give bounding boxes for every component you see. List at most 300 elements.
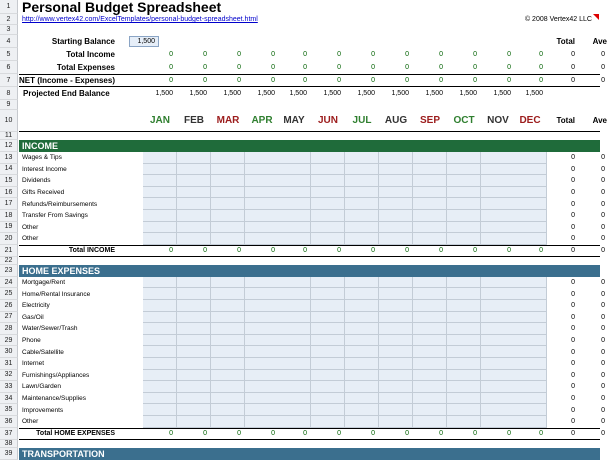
input-cell[interactable] (211, 233, 245, 245)
row-header[interactable]: 27 (0, 312, 18, 324)
input-cell[interactable] (513, 222, 547, 234)
input-cell[interactable] (211, 288, 245, 300)
input-cell[interactable] (447, 370, 481, 382)
input-cell[interactable] (447, 277, 481, 289)
input-cell[interactable] (379, 358, 413, 370)
input-cell[interactable] (413, 323, 447, 335)
input-cell[interactable] (311, 164, 345, 176)
row-header[interactable]: 38 (0, 440, 18, 448)
input-cell[interactable] (513, 393, 547, 405)
input-cell[interactable] (143, 288, 177, 300)
input-cell[interactable] (211, 175, 245, 187)
input-cell[interactable] (143, 210, 177, 222)
input-cell[interactable] (177, 393, 211, 405)
input-cell[interactable] (447, 323, 481, 335)
input-cell[interactable] (413, 164, 447, 176)
row-header[interactable]: 30 (0, 346, 18, 358)
input-cell[interactable] (379, 312, 413, 324)
input-cell[interactable] (277, 323, 311, 335)
input-cell[interactable] (379, 164, 413, 176)
input-cell[interactable] (413, 300, 447, 312)
input-cell[interactable] (345, 222, 379, 234)
input-cell[interactable] (379, 370, 413, 382)
section-total-cell: 0 (203, 430, 207, 438)
input-cell[interactable] (211, 198, 245, 210)
row-header[interactable]: 29 (0, 335, 18, 347)
input-cell[interactable] (277, 381, 311, 393)
input-cell[interactable] (177, 164, 211, 176)
section-total-cell: 0 (539, 247, 543, 255)
input-cell[interactable] (481, 288, 515, 300)
input-cell[interactable] (481, 222, 515, 234)
input-cell[interactable] (245, 370, 279, 382)
input-cell[interactable] (143, 312, 177, 324)
line-item-label: Internet (22, 360, 45, 368)
input-cell[interactable] (143, 277, 177, 289)
input-cell[interactable] (277, 358, 311, 370)
input-cell[interactable] (513, 312, 547, 324)
input-cell[interactable] (413, 187, 447, 199)
row-header[interactable]: 19 (0, 222, 18, 234)
input-cell[interactable] (513, 358, 547, 370)
input-cell[interactable] (447, 358, 481, 370)
input-cell[interactable] (481, 277, 515, 289)
input-cell[interactable] (379, 381, 413, 393)
input-cell[interactable] (177, 335, 211, 347)
input-cell[interactable] (177, 358, 211, 370)
input-cell[interactable] (413, 416, 447, 428)
row-header[interactable]: 20 (0, 233, 18, 245)
input-cell[interactable] (177, 370, 211, 382)
input-cell[interactable] (143, 198, 177, 210)
input-cell[interactable] (245, 323, 279, 335)
input-cell[interactable] (277, 312, 311, 324)
input-cell[interactable] (277, 393, 311, 405)
input-cell[interactable] (413, 404, 447, 416)
input-cell[interactable] (413, 198, 447, 210)
input-cell[interactable] (245, 288, 279, 300)
input-cell[interactable] (513, 323, 547, 335)
input-cell[interactable] (481, 323, 515, 335)
input-cell[interactable] (177, 198, 211, 210)
input-cell[interactable] (345, 381, 379, 393)
input-cell[interactable] (513, 288, 547, 300)
template-link[interactable]: http://www.vertex42.com/ExcelTemplates/personal-budget-spreadsheet.html (22, 16, 258, 23)
row-header[interactable]: 11 (0, 132, 18, 140)
input-cell[interactable] (277, 370, 311, 382)
row-header[interactable]: 18 (0, 210, 18, 222)
row-header[interactable]: 4 (0, 35, 18, 48)
input-cell[interactable] (211, 222, 245, 234)
input-cell[interactable] (311, 277, 345, 289)
input-cell[interactable] (345, 393, 379, 405)
input-cell[interactable] (345, 416, 379, 428)
input-cell[interactable] (211, 164, 245, 176)
row-header[interactable]: 10 (0, 110, 18, 132)
input-cell[interactable] (379, 233, 413, 245)
input-cell[interactable] (311, 323, 345, 335)
input-cell[interactable] (211, 404, 245, 416)
input-cell[interactable] (513, 381, 547, 393)
input-cell[interactable] (481, 198, 515, 210)
input-cell[interactable] (211, 152, 245, 164)
row-header[interactable]: 33 (0, 381, 18, 393)
input-cell[interactable] (413, 277, 447, 289)
input-cell[interactable] (345, 312, 379, 324)
input-cell[interactable] (177, 233, 211, 245)
input-cell[interactable] (143, 358, 177, 370)
row-header[interactable]: 39 (0, 448, 18, 460)
input-cell[interactable] (143, 300, 177, 312)
starting-balance-input[interactable]: 1,500 (129, 36, 159, 47)
input-cell[interactable] (345, 335, 379, 347)
input-cell[interactable] (311, 210, 345, 222)
input-cell[interactable] (379, 210, 413, 222)
input-cell[interactable] (245, 335, 279, 347)
input-cell[interactable] (177, 210, 211, 222)
input-cell[interactable] (447, 164, 481, 176)
input-cell[interactable] (447, 381, 481, 393)
input-cell[interactable] (481, 233, 515, 245)
input-cell[interactable] (143, 187, 177, 199)
input-cell[interactable] (311, 335, 345, 347)
input-cell[interactable] (513, 370, 547, 382)
input-cell[interactable] (277, 300, 311, 312)
row-header[interactable]: 24 (0, 277, 18, 289)
input-cell[interactable] (345, 152, 379, 164)
input-cell[interactable] (311, 300, 345, 312)
input-cell[interactable] (277, 346, 311, 358)
input-cell[interactable] (481, 358, 515, 370)
input-cell[interactable] (345, 370, 379, 382)
input-cell[interactable] (379, 222, 413, 234)
input-cell[interactable] (245, 300, 279, 312)
input-cell[interactable] (481, 393, 515, 405)
row-header[interactable]: 16 (0, 187, 18, 199)
input-cell[interactable] (481, 381, 515, 393)
input-cell[interactable] (447, 346, 481, 358)
input-cell[interactable] (277, 416, 311, 428)
section-total-cell: 0 (473, 430, 477, 438)
row-header[interactable]: 6 (0, 61, 18, 74)
input-cell[interactable] (345, 198, 379, 210)
input-cell[interactable] (211, 416, 245, 428)
input-cell[interactable] (481, 210, 515, 222)
input-cell[interactable] (245, 358, 279, 370)
input-cell[interactable] (513, 210, 547, 222)
input-cell[interactable] (277, 277, 311, 289)
input-cell[interactable] (413, 233, 447, 245)
input-cell[interactable] (513, 346, 547, 358)
input-cell[interactable] (447, 288, 481, 300)
input-cell[interactable] (345, 404, 379, 416)
input-cell[interactable] (277, 175, 311, 187)
input-cell[interactable] (177, 346, 211, 358)
input-cell[interactable] (245, 175, 279, 187)
input-cell[interactable] (379, 346, 413, 358)
input-cell[interactable] (143, 381, 177, 393)
input-cell[interactable] (447, 393, 481, 405)
input-cell[interactable] (245, 416, 279, 428)
input-cell[interactable] (311, 152, 345, 164)
row-header[interactable]: 12 (0, 140, 18, 152)
row-header[interactable]: 17 (0, 198, 18, 210)
input-cell[interactable] (211, 381, 245, 393)
input-cell[interactable] (447, 187, 481, 199)
input-cell[interactable] (143, 404, 177, 416)
row-header[interactable]: 5 (0, 48, 18, 61)
input-cell[interactable] (379, 393, 413, 405)
input-cell[interactable] (447, 175, 481, 187)
input-cell[interactable] (481, 370, 515, 382)
input-cell[interactable] (143, 222, 177, 234)
input-cell[interactable] (413, 210, 447, 222)
input-cell[interactable] (345, 346, 379, 358)
input-cell[interactable] (311, 393, 345, 405)
input-cell[interactable] (379, 277, 413, 289)
row-header[interactable]: 3 (0, 25, 18, 35)
input-cell[interactable] (211, 358, 245, 370)
input-cell[interactable] (513, 175, 547, 187)
input-cell[interactable] (245, 164, 279, 176)
input-cell[interactable] (413, 288, 447, 300)
input-cell[interactable] (379, 335, 413, 347)
input-cell[interactable] (513, 152, 547, 164)
input-cell[interactable] (177, 381, 211, 393)
input-cell[interactable] (177, 288, 211, 300)
input-cell[interactable] (277, 187, 311, 199)
row-header[interactable]: 34 (0, 393, 18, 405)
input-cell[interactable] (277, 404, 311, 416)
input-cell[interactable] (211, 323, 245, 335)
input-cell[interactable] (277, 164, 311, 176)
input-cell[interactable] (311, 198, 345, 210)
input-cell[interactable] (413, 393, 447, 405)
input-cell[interactable] (413, 335, 447, 347)
input-cell[interactable] (345, 358, 379, 370)
input-cell[interactable] (245, 277, 279, 289)
input-cell[interactable] (379, 187, 413, 199)
input-cell[interactable] (245, 187, 279, 199)
row-header[interactable]: 15 (0, 175, 18, 187)
input-cell[interactable] (345, 323, 379, 335)
input-cell[interactable] (311, 312, 345, 324)
input-cell[interactable] (413, 175, 447, 187)
input-cell[interactable] (177, 312, 211, 324)
input-cell[interactable] (311, 416, 345, 428)
input-cell[interactable] (311, 175, 345, 187)
input-cell[interactable] (513, 404, 547, 416)
input-cell[interactable] (379, 323, 413, 335)
input-cell[interactable] (447, 416, 481, 428)
input-cell[interactable] (481, 300, 515, 312)
row-header[interactable]: 1 (0, 0, 18, 14)
row-header[interactable]: 31 (0, 358, 18, 370)
input-cell[interactable] (513, 335, 547, 347)
input-cell[interactable] (513, 300, 547, 312)
input-cell[interactable] (513, 233, 547, 245)
input-cell[interactable] (379, 198, 413, 210)
row-header[interactable]: 8 (0, 87, 18, 100)
input-cell[interactable] (143, 335, 177, 347)
input-cell[interactable] (211, 346, 245, 358)
input-cell[interactable] (211, 277, 245, 289)
input-cell[interactable] (447, 210, 481, 222)
input-cell[interactable] (447, 233, 481, 245)
input-cell[interactable] (413, 381, 447, 393)
input-cell[interactable] (245, 222, 279, 234)
input-cell[interactable] (447, 335, 481, 347)
row-header[interactable]: 36 (0, 416, 18, 428)
input-cell[interactable] (311, 187, 345, 199)
input-cell[interactable] (211, 210, 245, 222)
input-cell[interactable] (245, 346, 279, 358)
row-header[interactable]: 25 (0, 288, 18, 300)
input-cell[interactable] (143, 370, 177, 382)
input-cell[interactable] (481, 404, 515, 416)
input-cell[interactable] (447, 300, 481, 312)
row-header[interactable]: 22 (0, 257, 18, 265)
input-cell[interactable] (481, 175, 515, 187)
input-cell[interactable] (413, 358, 447, 370)
input-cell[interactable] (177, 187, 211, 199)
input-cell[interactable] (177, 152, 211, 164)
input-cell[interactable] (143, 323, 177, 335)
input-cell[interactable] (513, 164, 547, 176)
input-cell[interactable] (277, 198, 311, 210)
input-cell[interactable] (211, 312, 245, 324)
input-cell[interactable] (245, 152, 279, 164)
input-cell[interactable] (143, 393, 177, 405)
row-header[interactable]: 26 (0, 300, 18, 312)
input-cell[interactable] (143, 152, 177, 164)
input-cell[interactable] (143, 233, 177, 245)
input-cell[interactable] (177, 416, 211, 428)
input-cell[interactable] (513, 198, 547, 210)
input-cell[interactable] (379, 300, 413, 312)
row-header[interactable]: 9 (0, 100, 18, 110)
input-cell[interactable] (143, 346, 177, 358)
input-cell[interactable] (481, 416, 515, 428)
row-header[interactable]: 23 (0, 265, 18, 277)
input-cell[interactable] (277, 335, 311, 347)
input-cell[interactable] (345, 300, 379, 312)
input-cell[interactable] (277, 152, 311, 164)
input-cell[interactable] (211, 370, 245, 382)
input-cell[interactable] (413, 312, 447, 324)
input-cell[interactable] (277, 222, 311, 234)
row-header[interactable]: 14 (0, 164, 18, 176)
input-cell[interactable] (413, 222, 447, 234)
input-cell[interactable] (211, 300, 245, 312)
input-cell[interactable] (413, 370, 447, 382)
input-cell[interactable] (447, 198, 481, 210)
input-cell[interactable] (311, 404, 345, 416)
input-cell[interactable] (211, 335, 245, 347)
input-cell[interactable] (481, 152, 515, 164)
input-cell[interactable] (211, 393, 245, 405)
input-cell[interactable] (245, 312, 279, 324)
row-header[interactable]: 35 (0, 404, 18, 416)
input-cell[interactable] (345, 288, 379, 300)
input-cell[interactable] (311, 233, 345, 245)
input-cell[interactable] (177, 175, 211, 187)
input-cell[interactable] (277, 288, 311, 300)
input-cell[interactable] (211, 187, 245, 199)
input-cell[interactable] (245, 393, 279, 405)
input-cell[interactable] (481, 346, 515, 358)
input-cell[interactable] (345, 233, 379, 245)
comment-indicator-icon[interactable] (593, 14, 599, 20)
input-cell[interactable] (345, 164, 379, 176)
input-cell[interactable] (143, 416, 177, 428)
input-cell[interactable] (345, 187, 379, 199)
row-header[interactable]: 13 (0, 152, 18, 164)
input-cell[interactable] (311, 288, 345, 300)
input-cell[interactable] (413, 346, 447, 358)
input-cell[interactable] (143, 175, 177, 187)
input-cell[interactable] (311, 370, 345, 382)
input-cell[interactable] (379, 404, 413, 416)
input-cell[interactable] (245, 233, 279, 245)
row-header[interactable]: 32 (0, 370, 18, 382)
input-cell[interactable] (311, 381, 345, 393)
input-cell[interactable] (481, 335, 515, 347)
row-header[interactable]: 7 (0, 74, 18, 87)
input-cell[interactable] (481, 312, 515, 324)
input-cell[interactable] (513, 187, 547, 199)
input-cell[interactable] (345, 210, 379, 222)
input-cell[interactable] (177, 404, 211, 416)
input-cell[interactable] (245, 210, 279, 222)
input-cell[interactable] (379, 152, 413, 164)
input-cell[interactable] (513, 277, 547, 289)
row-header[interactable]: 28 (0, 323, 18, 335)
input-cell[interactable] (345, 175, 379, 187)
input-cell[interactable] (379, 416, 413, 428)
input-cell[interactable] (277, 210, 311, 222)
link-row (0, 14, 600, 25)
input-cell[interactable] (311, 358, 345, 370)
row-header[interactable]: 21 (0, 245, 18, 257)
row-header[interactable]: 2 (0, 14, 18, 25)
section-total-cell: 0 (337, 430, 341, 438)
input-cell[interactable] (245, 404, 279, 416)
input-cell[interactable] (379, 288, 413, 300)
input-cell[interactable] (177, 277, 211, 289)
input-cell[interactable] (447, 404, 481, 416)
input-cell[interactable] (177, 300, 211, 312)
input-cell[interactable] (177, 222, 211, 234)
input-cell[interactable] (481, 187, 515, 199)
input-cell[interactable] (413, 152, 447, 164)
input-cell[interactable] (447, 312, 481, 324)
input-cell[interactable] (311, 222, 345, 234)
input-cell[interactable] (277, 233, 311, 245)
input-cell[interactable] (447, 222, 481, 234)
input-cell[interactable] (245, 381, 279, 393)
input-cell[interactable] (345, 277, 379, 289)
input-cell[interactable] (177, 323, 211, 335)
input-cell[interactable] (447, 152, 481, 164)
input-cell[interactable] (513, 416, 547, 428)
input-cell[interactable] (245, 198, 279, 210)
input-cell[interactable] (481, 164, 515, 176)
row-header[interactable]: 37 (0, 428, 18, 440)
input-cell[interactable] (379, 175, 413, 187)
input-cell[interactable] (311, 346, 345, 358)
input-cell[interactable] (143, 164, 177, 176)
